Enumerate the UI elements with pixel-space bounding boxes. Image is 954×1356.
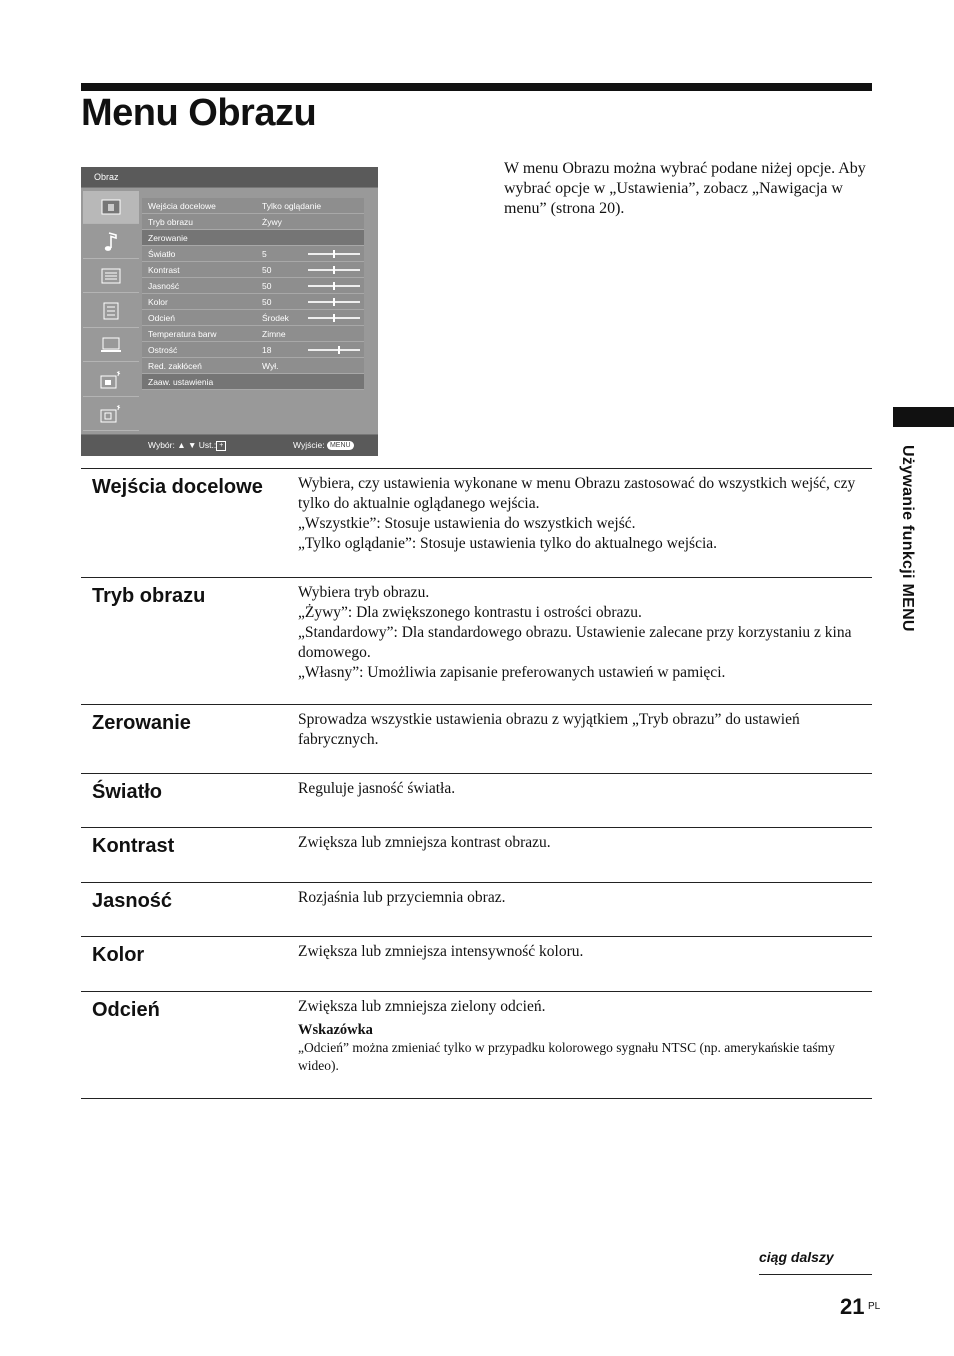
tv-menu-row [142,358,364,374]
tv-menu-row [142,214,364,230]
tv-menu-row-value: 18 [262,344,272,355]
screen-icon [83,260,139,293]
side-tab-label: Używanie funkcji MENU [899,445,916,632]
side-tab-marker [893,407,954,427]
hint-title: Wskazówka [298,1022,373,1038]
description-row [81,704,872,773]
tv-menu-slider-knob [333,298,335,306]
pip-icon [83,364,139,397]
description-text [298,583,872,683]
page-title: Menu Obrazu [81,92,317,134]
footer-exit: Wyjście: MENU [293,435,354,456]
tv-menu-slider [308,285,360,287]
description-line: Zwiększa lub zmniejsza zielony odcień. [298,998,546,1015]
description-line: „Własny”: Umożliwia zapisanie preferowanych ustawień w pamięci. [298,664,726,681]
description-term: Kontrast [92,835,175,857]
pc-icon [83,329,139,362]
menu-badge: MENU [327,441,354,450]
description-text [298,942,872,962]
description-term: Kolor [92,944,145,966]
description-row [81,827,872,882]
tv-menu-row-value: 50 [262,264,272,275]
description-term: Odcień [92,999,160,1021]
tv-menu-row-value: Zimne [262,328,286,339]
page-language: PL [868,1301,881,1312]
description-text [298,710,872,750]
description-line: Sprowadza wszystkie ustawienia obrazu z wyjątkiem „Tryb obrazu” do ustawień fabrycznych. [298,711,800,748]
tv-menu-row-label: Odcień [148,312,175,323]
description-table [81,468,872,1098]
description-line: Reguluje jasność światła. [298,780,456,797]
description-term: Jasność [92,890,173,912]
tv-menu-row [142,374,364,390]
tv-menu-slider [308,269,360,271]
tv-menu-row-label: Red. zakłóceń [148,360,202,371]
tv-menu-row [142,310,364,326]
tv-menu-row-value: Środek [262,312,289,323]
tv-menu-row [142,246,364,262]
table-bottom-rule [81,1098,872,1099]
tv-menu-row-label: Wejścia docelowe [148,200,216,211]
description-text [298,997,872,1075]
tv-menu-slider-knob [333,266,335,274]
tv-menu-row [142,262,364,278]
description-row [81,991,872,1098]
continued-rule [759,1274,872,1275]
tv-menu-slider-knob [333,282,335,290]
tv-menu-sidebar [83,191,139,433]
description-row [81,882,872,936]
tv-menu-slider-knob [333,314,335,322]
tv-menu-row [142,342,364,358]
tv-menu-row-value: Tylko oglądanie [262,200,322,211]
tv-menu-row-label: Zaaw. ustawienia [148,376,214,387]
description-line: Wybiera tryb obrazu. [298,584,430,601]
tv-menu-row-value: 50 [262,280,272,291]
description-text [298,833,872,853]
tv-menu-row-value: Żywy [262,216,282,227]
enter-icon: + [216,441,226,451]
tv-menu-row-label: Kontrast [148,264,180,275]
tv-menu-row-label: Tryb obrazu [148,216,194,227]
description-line: Zwiększa lub zmniejsza intensywność koloru. [298,943,584,960]
tv-menu-row [142,278,364,294]
tv-menu-row-value: 5 [262,248,267,259]
hint-text: „Odcień” można zmieniać tylko w przypadku kolorowego sygnału NTSC (np. amerykańskie taśmy wideo). [298,1040,835,1073]
tv-menu-row-value: Wył. [262,360,279,371]
tv-menu-slider-knob [333,250,335,258]
tv-menu-slider [308,349,360,351]
tv-menu-row [142,326,364,342]
tv-menu-row-value: 50 [262,296,272,307]
description-term: Zerowanie [92,712,191,734]
tv-menu-row-label: Jasność [148,280,180,291]
description-text [298,474,872,554]
tv-menu-row [142,294,364,310]
intro-text: W menu Obrazu można wybrać podane niżej opcje. Aby wybrać opcje w „Ustawienia”, zobacz „Nawigacja w menu” (strona 20). [504,160,866,217]
setup-icon [83,295,139,328]
description-term: Światło [92,781,163,803]
description-line: „Wszystkie”: Stosuje ustawienia do wszystkich wejść. [298,515,636,532]
title-rule [81,83,872,91]
description-text [298,888,872,908]
description-line: Wybiera, czy ustawienia wykonane w menu Obrazu zastosować do wszystkich wejść, czy tylko do aktualnie oglądanego wejścia. [298,475,856,512]
description-row [81,577,872,704]
tv-menu-slider [308,253,360,255]
tv-menu-row [142,198,364,214]
tv-menu-row-label: Zerowanie [148,232,188,243]
tv-menu-row-label: Kolor [148,296,168,307]
description-term: Tryb obrazu [92,585,206,607]
description-line: „Żywy”: Dla zwiększonego kontrastu i ostrości obrazu. [298,604,642,621]
tv-menu-title: Obraz [81,167,378,188]
description-row [81,773,872,827]
tv-menu-row-label: Temperatura barw [148,328,217,339]
tv-menu-row [142,230,364,246]
page-number: 21 [840,1294,865,1319]
tv-menu-screenshot [81,167,378,455]
tv-menu-slider-knob [338,346,340,354]
preset-icon [83,398,139,431]
description-line: „Standardowy”: Dla standardowego obrazu. Ustawienie zalecane przy korzystaniu z kina domowego. [298,624,852,661]
tv-menu-footer [81,434,378,456]
description-row [81,936,872,991]
tv-menu-row-label: Ostrość [148,344,178,355]
tv-menu-slider [308,301,360,303]
tv-menu-slider [308,317,360,319]
description-row [81,468,872,577]
continued-label: ciąg dalszy [759,1249,834,1265]
description-line: Zwiększa lub zmniejsza kontrast obrazu. [298,834,551,851]
description-text [298,779,872,799]
description-line: „Tylko oglądanie”: Stosuje ustawienia tylko do aktualnego wejścia. [298,535,718,552]
tv-menu-row-label: Światło [148,248,176,259]
sound-icon [83,226,139,259]
description-line: Rozjaśnia lub przyciemnia obraz. [298,889,506,906]
tv-menu-list [142,198,364,390]
description-term: Wejścia docelowe [92,476,263,498]
footer-select: Wybór: ▲ ▼ Ust.: + [148,435,226,456]
picture-icon [83,191,139,224]
